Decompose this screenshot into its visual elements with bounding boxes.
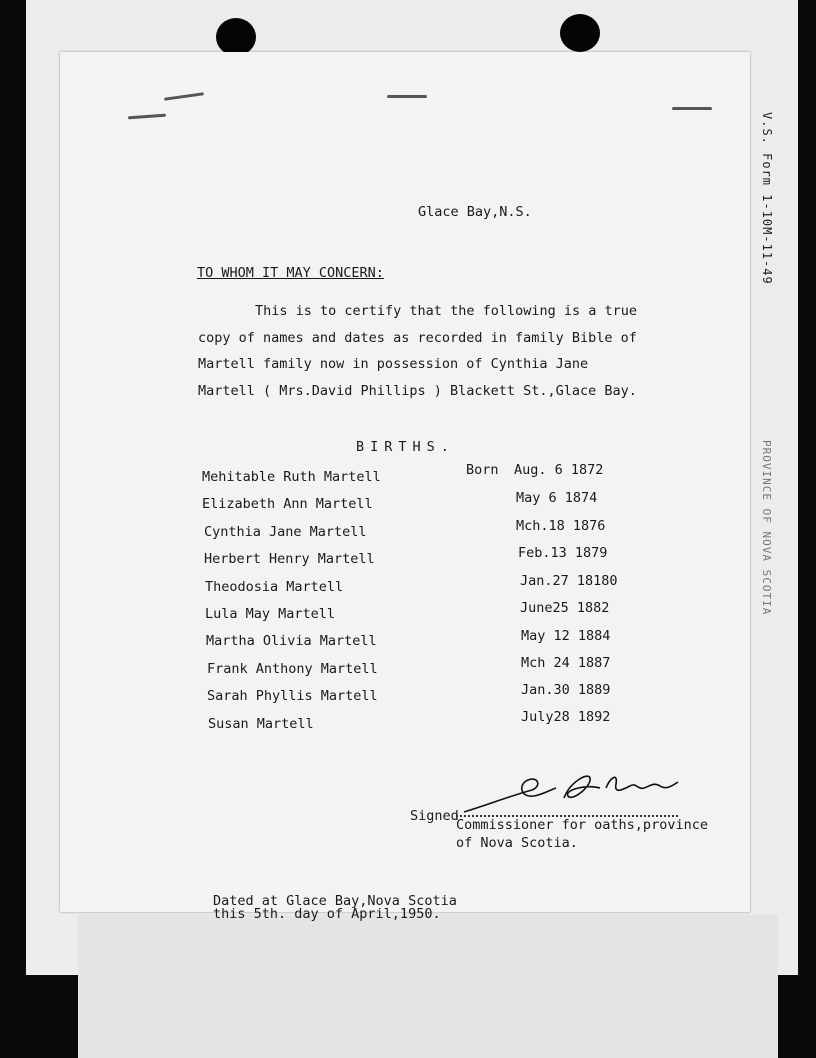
birth-date: Aug. 6 1872 [514,462,604,478]
birth-name: Theodosia Martell [205,579,344,595]
salutation-heading: TO WHOM IT MAY CONCERN: [197,265,384,281]
born-label: Born [466,462,499,478]
staple-mark [672,107,712,110]
dated-line: this 5th. day of April,1950. [213,906,441,922]
province-label: PROVINCE OF NOVA SCOTIA [760,440,773,616]
birth-name: Mehitable Ruth Martell [202,469,381,485]
dated-line: Dated at Glace Bay,Nova Scotia [213,893,457,909]
birth-name: Herbert Henry Martell [204,551,375,567]
birth-name: Elizabeth Ann Martell [202,496,373,512]
birth-date: July28 1892 [521,709,611,725]
commissioner-line: of Nova Scotia. [456,835,578,851]
location-line: Glace Bay,N.S. [418,204,532,220]
birth-date: Mch.18 1876 [516,518,606,534]
birth-date: May 6 1874 [516,490,598,506]
underlying-sheet [78,915,778,1058]
birth-name: Frank Anthony Martell [207,661,378,677]
births-heading: BIRTHS. [356,439,455,455]
signed-label: Signed [410,808,459,824]
body-line: copy of names and dates as recorded in family Bible of [198,330,637,346]
birth-date: Jan.27 18180 [520,573,618,589]
handwritten-signature [460,768,690,818]
birth-name: Martha Olivia Martell [206,633,377,649]
commissioner-line: Commissioner for oaths,province [456,817,708,833]
birth-name: Sarah Phyllis Martell [207,688,378,704]
body-line: This is to certify that the following is a true [255,303,638,319]
birth-name: Cynthia Jane Martell [204,524,367,540]
birth-name: Susan Martell [208,716,314,732]
birth-date: May 12 1884 [521,628,611,644]
birth-date: Jan.30 1889 [521,682,611,698]
birth-name: Lula May Martell [205,606,336,622]
staple-mark [387,95,427,98]
birth-date: Feb.13 1879 [518,545,608,561]
punch-hole-right [560,14,600,52]
birth-date: Mch 24 1887 [521,655,611,671]
birth-date: June25 1882 [520,600,610,616]
form-number-label: V.S. Form 1-10M-11-49 [760,112,774,285]
body-line: Martell ( Mrs.David Phillips ) Blackett St.,Glace Bay. [198,383,637,399]
punch-hole-left [216,18,256,56]
body-line: Martell family now in possession of Cynthia Jane [198,356,589,372]
